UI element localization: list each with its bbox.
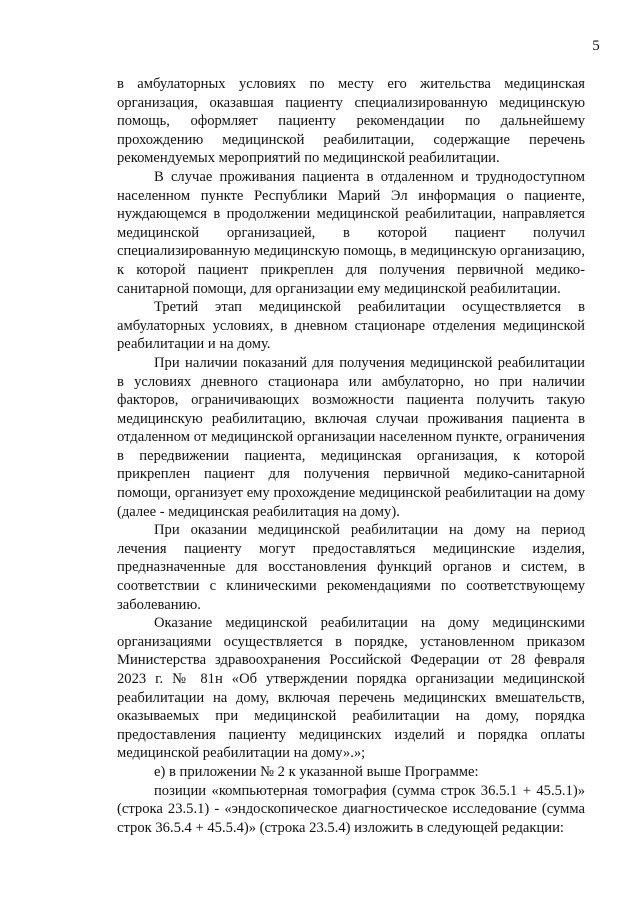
paragraph: Третий этап медицинской реабилитации осуществляется в амбулаторных условиях, в дневном стационаре отделения медицинской реабилитации и на дому. [117, 299, 585, 353]
paragraph: в амбулаторных условиях по месту его жительства медицинская организация, оказавшая пациенту специализированную медицинскую помощь, оформляет пациенту рекомендации по дальнейшему прохождению медицинской реабилитации, содержащие перечень рекомендуемых мероприятий по медицинской реабилитации. [117, 76, 585, 167]
paragraph: Оказание медицинской реабилитации на дому медицинскими организациями осуществляется в порядке, установленном приказом Министерства здравоохранения Российской Федерации от 28 февраля 2023 г. № 81н «Об утверждении порядка организации медицинской реабилитации на дому, включая перечень медицинских вмешательств, оказываемых при медицинской реабилитации на дому, порядка предоставления пациенту медицинских изделий и порядка оплаты медицинской реабилитации на дому».»; [117, 615, 585, 762]
paragraph: При наличии показаний для получения медицинской реабилитации в условиях дневного стационара или амбулаторно, но при наличии факторов, ограничивающих возможности пациента получить такую медицинскую реабилитацию, включая случаи проживания пациента в отдаленном от медицинской организации населенном пункте, ограничения в передвижении пациента, медицинская организация, к которой прикреплен пациент для получения первичной медико-санитарной помощи, организует ему прохождение медицинской реабилитации на дому (далее - медицинская реабилитация на дому). [117, 354, 585, 520]
page-number: 5 [592, 38, 600, 54]
paragraph: В случае проживания пациента в отдаленном и труднодоступном населенном пункте Республики Марий Эл информация о пациенте, нуждающемся в продолжении медицинской реабилитации, направляется медицинской организацией, в которой пациент получил специализированную медицинскую помощь, в медицинскую организацию, к которой пациент прикреплен для получения первичной медико-санитарной помощи, для организации ему медицинской реабилитации. [117, 168, 585, 297]
paragraph: При оказании медицинской реабилитации на дому на период лечения пациенту могут предоставляться медицинские изделия, предназначенные для восстановления функций органов и систем, в соответствии с клиническими рекомендациями по соответствующему заболеванию. [117, 522, 585, 613]
document-body [117, 75, 585, 837]
paragraph: е) в приложении № 2 к указанной выше Программе: [154, 763, 479, 780]
paragraph: позиции «компьютерная томография (сумма строк 36.5.1 + 45.5.1)» (строка 23.5.1) - «эндоскопическое диагностическое исследование (сумма строк 36.5.4 + 45.5.4)» (строка 23.5.4) изложить в следующей редакции: [117, 782, 585, 836]
